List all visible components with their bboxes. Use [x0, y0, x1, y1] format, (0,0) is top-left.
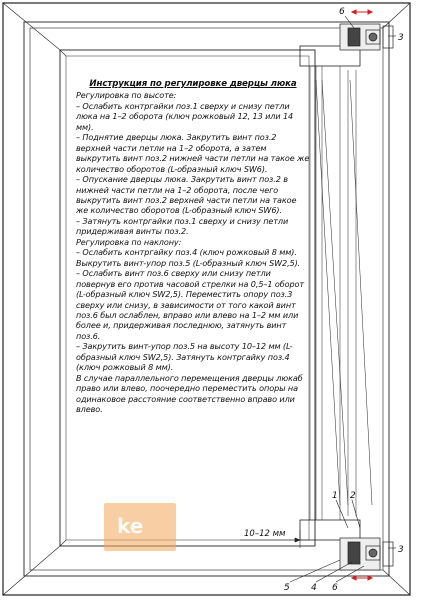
instruction-paragraph: – Ослабить винт поз.6 сверху или снизу петли повернув его против часовой стрелки на 0,5–1 оборот (L-образный ключ SW2,5). Переместить опору поз.3 сверху или снизу, в зависимости от того какой винт поз.6 был ослаблен, вправо или влево на 1–2 мм или более и, придерживая последнюю, затянуть винт поз.6.: [76, 268, 304, 341]
watermark-logo: ke: [117, 514, 144, 538]
instruction-paragraph: – Закрутить винт-упор поз.5 на высоту 10–12 мм (L-образный ключ SW2,5). Затянуть контргайку поз.4 (ключ рожковый 8 мм).: [76, 341, 293, 373]
instruction-paragraph: – Ослабить контргайки поз.1 сверху и снизу петли люка на 1–2 оборота (ключ рожковый 12, 13 или 14 мм).: [76, 100, 294, 132]
callout-1: 1: [332, 491, 338, 501]
instruction-title: Инструкция по регулировке дверцы люка: [89, 79, 297, 89]
callout-6-top: 6: [339, 7, 345, 17]
instruction-paragraph: В случае параллельного перемещения дверцы люкаб право или влево, поочередно переместить опоры на одинаковое расстояние соответственно вправо или влево.: [76, 372, 303, 415]
callout-4: 4: [311, 583, 317, 593]
callout-3-top: 3: [398, 33, 404, 43]
instruction-paragraph: Регулировка по высоте:: [76, 90, 177, 101]
callout-3-bottom: 3: [398, 545, 404, 555]
instruction-paragraph: Регулировка по наклону:: [76, 236, 182, 247]
hinge-side-profile: [300, 46, 372, 540]
hinge-top: [340, 24, 393, 50]
instruction-paragraph: – Затянуть контргайки поз.1 сверху и снизу петли придерживая винты поз.2.: [76, 215, 289, 237]
dimension-label: 10–12 мм: [244, 529, 286, 539]
callout-2: 2: [350, 491, 356, 501]
instruction-paragraph: – Ослабить контргайку поз.4 (ключ рожковый 8 мм). Выкрутить винт-упор поз.5 (L-образный ключ SW2,5).: [76, 247, 301, 268]
instruction-paragraph: – Опускание дверцы люка. Закрутить винт поз.2 в нижней части петли на 1–2 оборота, после чего выкрутить винт поз.2 верхней части петли на такое же количество оборотов (L-образный ключ SW6).: [76, 174, 297, 216]
callout-5: 5: [284, 583, 290, 593]
instruction-paragraph: – Поднятие дверцы люка. Закрутить винт поз.2 верхней части петли на 1–2 оборота, а затем выкрутить винт поз.2 нижней части петли на такое же количество оборотов (L-образный ключ SW6).: [76, 132, 310, 174]
hinge-bottom: [340, 538, 393, 570]
callout-6-bottom: 6: [332, 583, 338, 593]
instruction-text-block: [76, 79, 310, 415]
